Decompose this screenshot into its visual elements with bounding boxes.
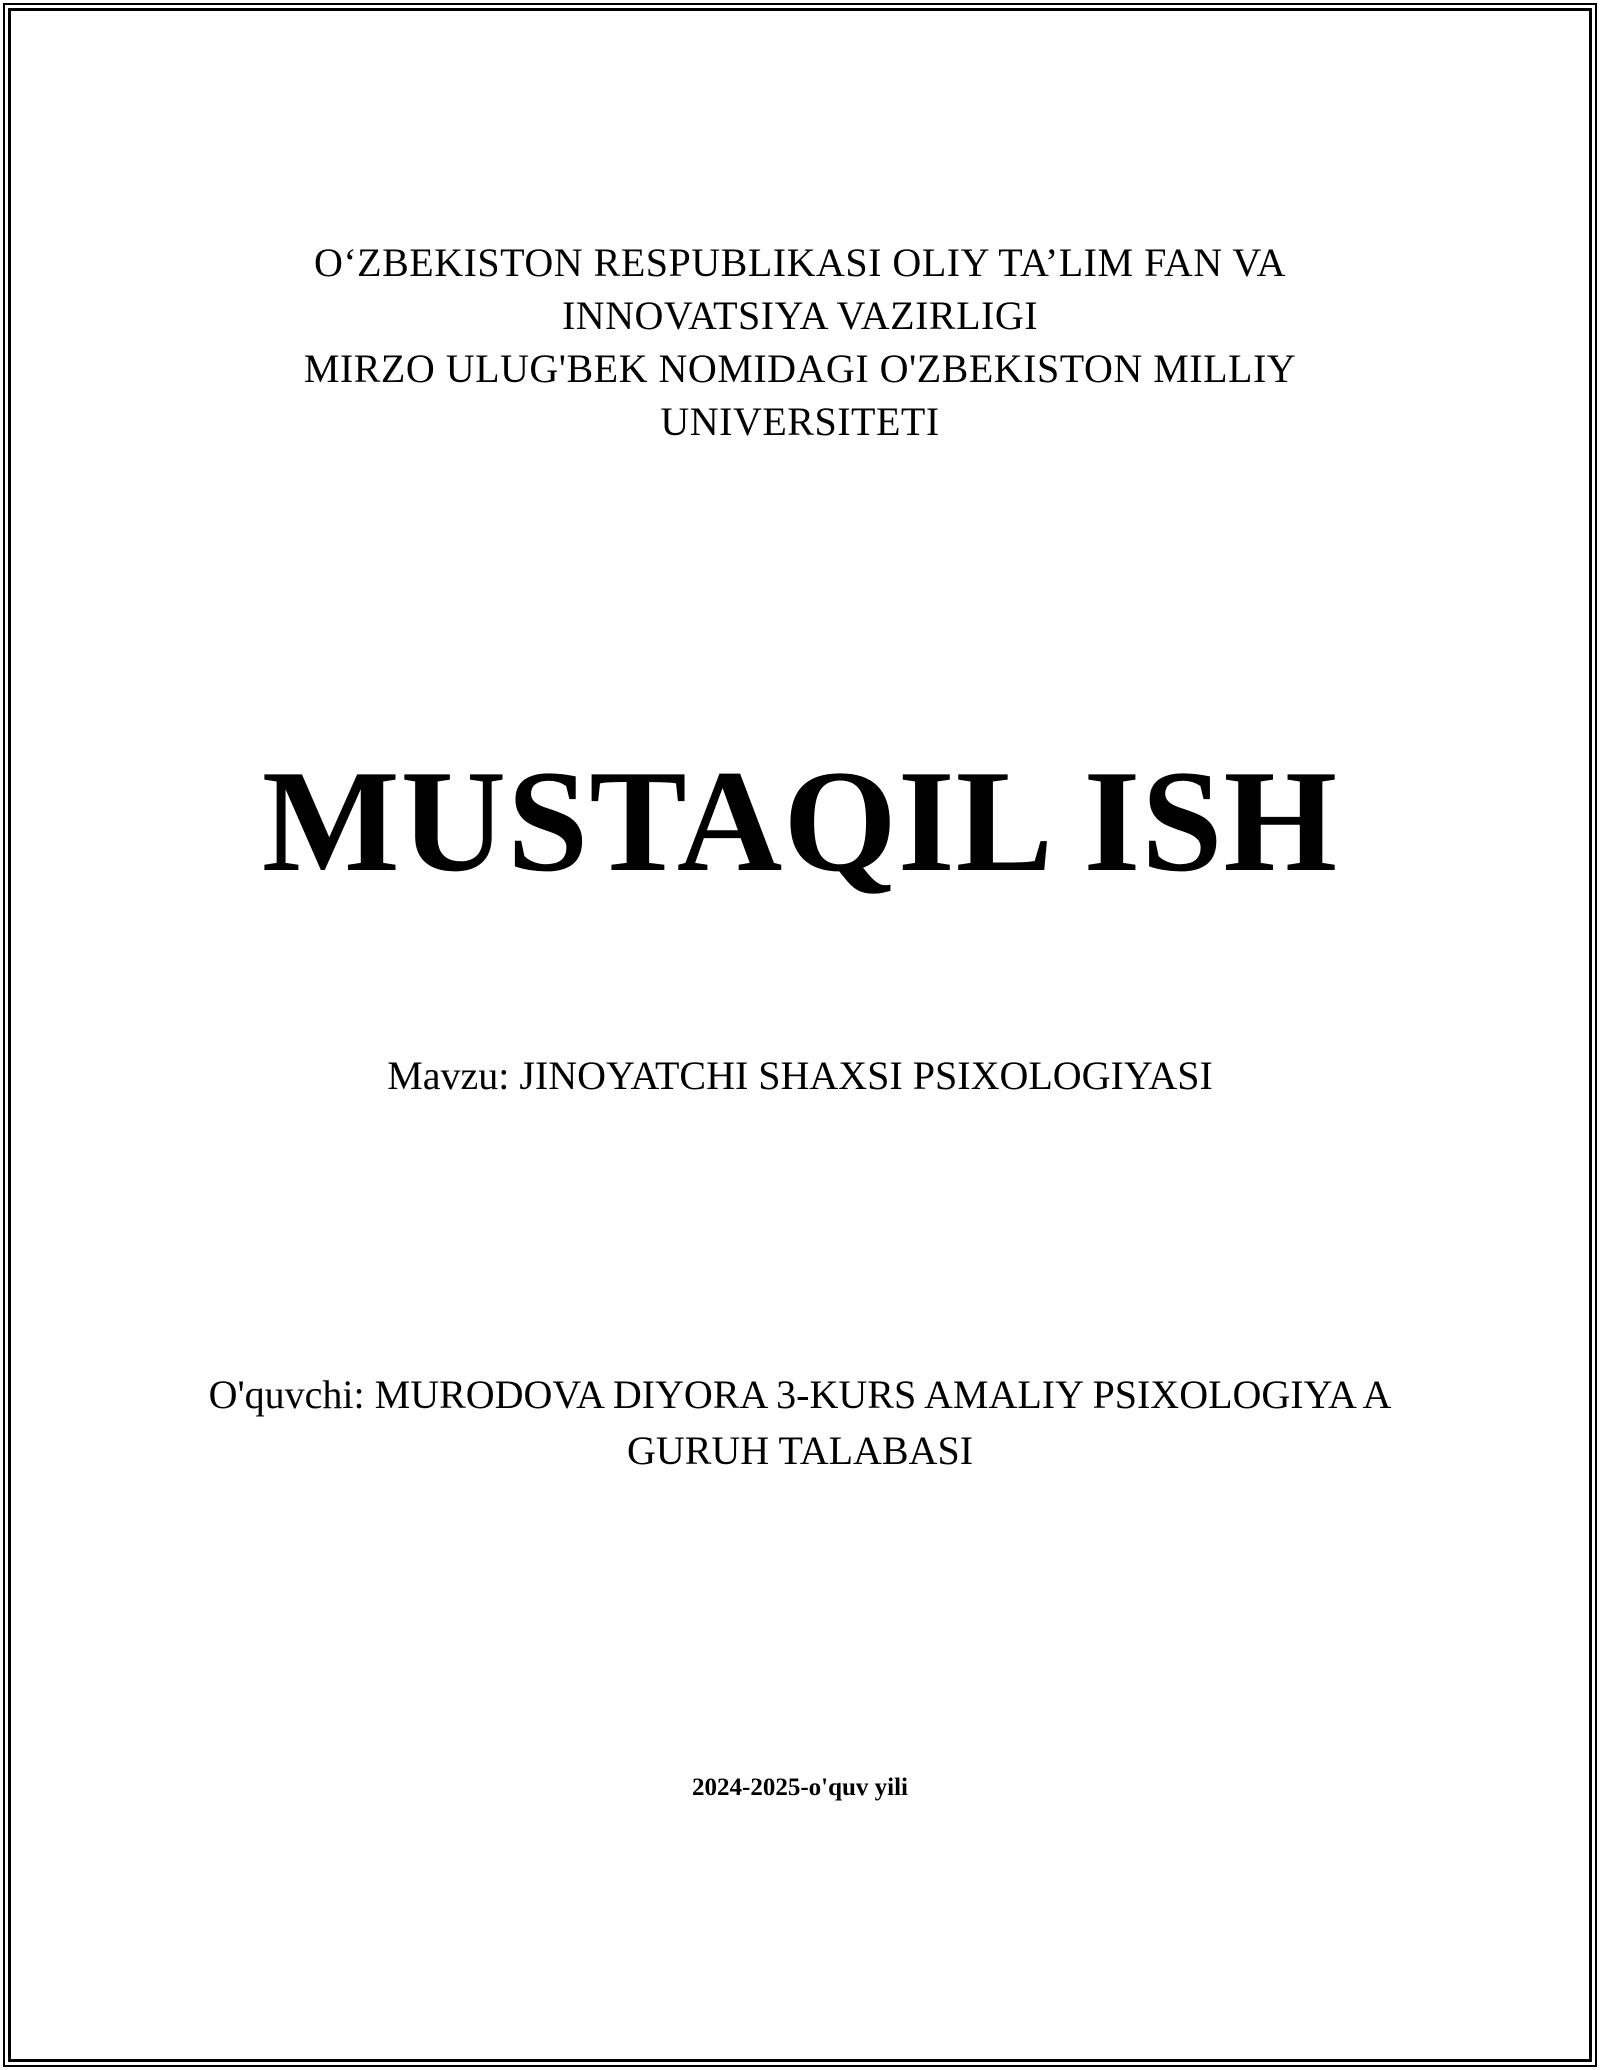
student-line-1: O'quvchi: MURODOVA DIYORA 3-KURS AMALIY PSIXOLOGIYA A bbox=[208, 1372, 1392, 1417]
header-line-3: MIRZO ULUG'BEK NOMIDAGI O'ZBEKISTON MILLIY bbox=[303, 346, 1297, 391]
ministry-header bbox=[120, 236, 1480, 448]
academic-year: 2024-2025-o'quv yili bbox=[692, 1774, 908, 1801]
header-line-1: OʻZBEKISTON RESPUBLIKASI OLIY TA’LIM FAN VA bbox=[313, 240, 1287, 285]
topic-line: Mavzu: JINOYATCHI SHAXSI PSIXOLOGIYASI bbox=[387, 1053, 1213, 1098]
header-line-2: INNOVATSIYA VAZIRLIGI bbox=[561, 293, 1039, 338]
student-line-2: GURUH TALABASI bbox=[626, 1428, 974, 1473]
page-title: MUSTAQIL ISH bbox=[261, 740, 1339, 902]
header-line-4: UNIVERSITETI bbox=[660, 399, 940, 444]
student-info bbox=[120, 1367, 1480, 1479]
